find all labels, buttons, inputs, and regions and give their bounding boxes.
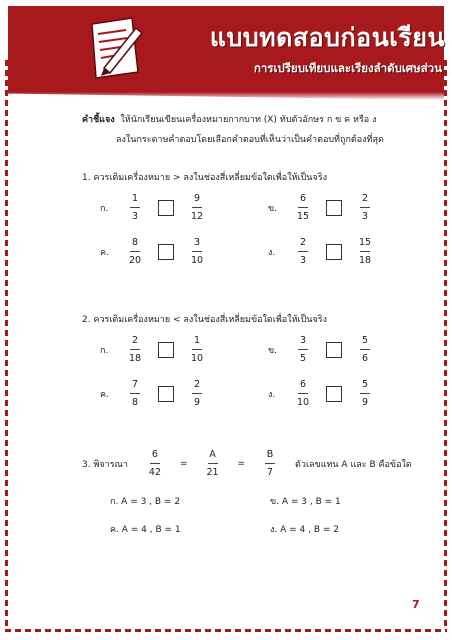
q1-option-c[interactable]	[100, 236, 214, 267]
answer-box	[326, 200, 342, 216]
option-label: ง.	[268, 247, 276, 258]
fraction: $\frac{2}{3}$	[361, 193, 369, 222]
question-3-prefix: 3. พิจารณา	[82, 459, 128, 470]
fraction: $\frac{1}{10}$	[190, 335, 204, 364]
dashed-border-right	[444, 60, 447, 630]
q1-option-d[interactable]	[268, 236, 382, 267]
option-label: ก.	[100, 345, 109, 356]
dashed-border-bottom	[5, 629, 447, 632]
option-label: ค.	[100, 389, 109, 400]
fraction: $\frac{9}{12}$	[190, 193, 204, 222]
q2-option-a[interactable]	[100, 334, 214, 365]
question-3-suffix: ตัวเลขแทน A และ B คือข้อใด	[295, 459, 412, 470]
instructions	[82, 110, 422, 150]
answer-box	[326, 342, 342, 358]
paper-pen-icon	[74, 14, 150, 84]
option-label: ข.	[268, 203, 278, 214]
q3-option-a[interactable]: ก. A = 3 , B = 2	[110, 497, 181, 507]
fraction: $\frac{5}{6}$	[361, 335, 369, 364]
option-label: ค.	[100, 247, 109, 258]
q1-option-b[interactable]	[268, 192, 382, 223]
question-2-title: 2. ควรเติมเครื่องหมาย < ลงในช่องสี่เหลี่ยมข้อใดเพื่อให้เป็นจริง	[82, 315, 327, 325]
answer-box	[158, 342, 174, 358]
question-3	[82, 448, 412, 479]
answer-box	[158, 200, 174, 216]
fraction: $\frac{2}{9}$	[193, 379, 201, 408]
q1-option-a[interactable]	[100, 192, 214, 223]
option-label: ก.	[100, 203, 109, 214]
instructions-label: คำชี้แจง	[82, 115, 115, 125]
answer-box	[158, 244, 174, 260]
q3-option-c[interactable]: ค. A = 4 , B = 1	[110, 525, 181, 535]
answer-box	[326, 244, 342, 260]
question-1-title: 1. ควรเติมเครื่องหมาย > ลงในช่องสี่เหลี่ยมข้อใดเพื่อให้เป็นจริง	[82, 173, 327, 183]
fraction: $\frac{A}{21}$	[206, 449, 219, 478]
answer-box	[326, 386, 342, 402]
fraction: $\frac{5}{9}$	[361, 379, 369, 408]
fraction: $\frac{B}{7}$	[266, 449, 274, 478]
q2-option-b[interactable]	[268, 334, 382, 365]
fraction: $\frac{2}{18}$	[128, 335, 142, 364]
fraction: $\frac{15}{18}$	[358, 237, 372, 266]
page-subtitle: การเปรียบเทียบและเรียงลำดับเศษส่วน	[253, 61, 442, 75]
fraction: $\frac{6}{15}$	[296, 193, 310, 222]
option-label: ง.	[268, 389, 276, 400]
instructions-line1: ให้นักเรียนเขียนเครื่องหมายกากบาท (X) ทับตัวอักษร ก ข ค หรือ ง	[120, 115, 377, 125]
fraction: $\frac{3}{10}$	[190, 237, 204, 266]
option-label: ข.	[268, 345, 278, 356]
instructions-line2: ลงในกระดาษคำตอบโดยเลือกคำตอบที่เห็นว่าเป็นคำตอบที่ถูกต้องที่สุด	[116, 135, 384, 145]
dashed-border-left	[5, 60, 8, 630]
fraction: $\frac{8}{20}$	[128, 237, 142, 266]
fraction: $\frac{2}{3}$	[299, 237, 307, 266]
fraction: $\frac{1}{3}$	[131, 193, 139, 222]
fraction: $\frac{6}{10}$	[296, 379, 310, 408]
page-number: 7	[412, 598, 420, 611]
answer-box	[158, 386, 174, 402]
equals-sign: =	[179, 458, 188, 469]
fraction: $\frac{6}{42}$	[148, 449, 161, 478]
q3-option-d[interactable]: ง. A = 4 , B = 2	[270, 525, 340, 535]
q2-option-c[interactable]	[100, 378, 214, 409]
fraction: $\frac{7}{8}$	[131, 379, 139, 408]
q3-option-b[interactable]: ข. A = 3 , B = 1	[270, 497, 341, 507]
equals-sign: =	[237, 458, 246, 469]
fraction: $\frac{3}{5}$	[299, 335, 307, 364]
banner-swoosh	[8, 92, 444, 100]
q2-option-d[interactable]	[268, 378, 382, 409]
page-title: แบบทดสอบก่อนเรียน	[209, 23, 445, 52]
